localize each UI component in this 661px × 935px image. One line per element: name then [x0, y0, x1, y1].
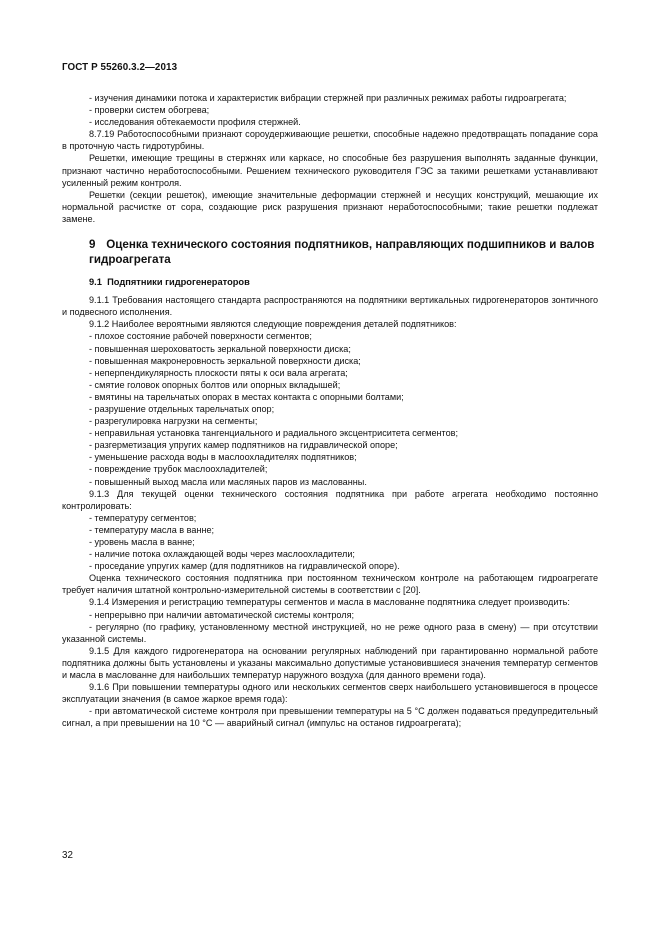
- subsection-heading: [89, 276, 598, 288]
- paragraph: Оценка технического состояния подпятника при постоянном техническом контроле на работающем гидроагрегате требует наличия штатной контрольно-измерительной системы в соответствии с [20].: [62, 573, 598, 596]
- list-item: - температуру масла в ванне;: [89, 524, 215, 535]
- paragraph: 9.1.6 При повышении температуры одного или нескольких сегментов сверх наибольшего установившегося в процессе эксплуатации значения (в самое жаркое время года):: [62, 682, 598, 705]
- section-title: Оценка технического состояния подпятников, направляющих подшипников и валов гидроагрегата: [89, 238, 595, 267]
- list-item: - непрерывно при наличии автоматической системы контроля;: [89, 609, 355, 620]
- paragraph: Решетки, имеющие трещины в стержнях или каркасе, но способные без разрушения выполнять заданные функции, признают частично неработоспособными. Решением технического руководителя ГЭС за такими решетками устанавливают усиленный режим контроля.: [62, 153, 598, 188]
- section-number: 9: [89, 238, 96, 252]
- list-item: - при автоматической системе контроля при превышении температуры на 5 °С должен подаваться предупредительный сигнал, а при превышении на 10 °С — аварийный сигнал (импульс на останов гидроагрегата);: [62, 706, 598, 729]
- paragraph: Решетки (секции решеток), имеющие значительные деформации стержней и несущих конструкций, мешающие их нормальной расчистке от сора, создающие риск разрушения признают неработоспособными; такие решетки подлежат замене.: [62, 189, 598, 224]
- paragraph: - исследования обтекаемости профиля стержней.: [89, 117, 301, 128]
- list-item: - повышенный выход масла или масляных паров из маслованны.: [89, 476, 367, 487]
- list-item: - плохое состояние рабочей поверхности сегментов;: [89, 331, 312, 342]
- list-item: - повышенная макронеровность зеркальной поверхности диска;: [89, 355, 361, 366]
- list-item: - неправильная установка тангенциального и радиального эксцентриситета сегментов;: [89, 428, 459, 439]
- list-item: - разрушение отдельных тарельчатых опор;: [89, 403, 275, 414]
- document-header: ГОСТ Р 55260.3.2—2013: [62, 62, 178, 73]
- page-number: 32: [62, 850, 73, 861]
- list-item: - проседание упругих камер (для подпятников на гидравлической опоре).: [89, 561, 400, 572]
- list-item: - смятие головок опорных болтов или опорных вкладышей;: [89, 379, 341, 390]
- paragraph: - проверки систем обогрева;: [89, 105, 210, 116]
- subsection-number: 9.1: [89, 277, 102, 288]
- paragraph: 9.1.4 Измерения и регистрацию температуры сегментов и масла в маслованне подпятника следует производить:: [89, 597, 570, 608]
- paragraph: 9.1.1 Требования настоящего стандарта распространяются на подпятники вертикальных гидрогенераторов зонтичного и подвесного исполнения.: [62, 295, 598, 318]
- list-item: - уменьшение расхода воды в маслоохладителях подпятников;: [89, 452, 357, 463]
- list-item: - регулярно (по графику, установленному местной инструкцией, но не реже одного раза в смену) — при отсутствии указанной системы.: [62, 621, 598, 644]
- paragraph: 9.1.2 Наиболее вероятными являются следующие повреждения деталей подпятников:: [89, 319, 457, 330]
- paragraph: 9.1.3 Для текущей оценки технического состояния подпятника при работе агрегата необходимо постоянно контролировать:: [62, 488, 598, 511]
- list-item: - разрегулировка нагрузки на сегменты;: [89, 416, 258, 427]
- list-item: - повышенная шероховатость зеркальной поверхности диска;: [89, 343, 351, 354]
- list-item: - уровень масла в ванне;: [89, 537, 195, 547]
- list-item: - разгерметизация упругих камер подпятников на гидравлической опоре;: [89, 440, 398, 451]
- list-item: - неперпендикулярность плоскости пяты к оси вала агрегата;: [89, 367, 348, 378]
- paragraph: 9.1.5 Для каждого гидрогенератора на основании регулярных наблюдений при гарантированно нормальной работе подпятника должны быть установлены и указаны максимально допустимые установившиеся значения температур сегментов и масла в маслованне для наибольших температур наружного воздуха (для данного времени года).: [62, 645, 598, 681]
- list-item: - наличие потока охлаждающей воды через маслоохладители;: [89, 549, 355, 560]
- list-item: - температуру сегментов;: [89, 512, 197, 523]
- document-body: [62, 92, 598, 730]
- section-heading: [89, 237, 598, 267]
- list-item: - повреждение трубок маслоохладителей;: [89, 464, 268, 475]
- subsection-title: Подпятники гидрогенераторов: [107, 277, 250, 288]
- paragraph: 8.7.19 Работоспособными признают сороудерживающие решетки, способные надежно предотвращать попадание сора в проточную часть гидротурбины.: [62, 129, 598, 152]
- paragraph: - изучения динамики потока и характеристик вибрации стержней при различных режимах работы гидроагрегата;: [89, 93, 567, 103]
- list-item: - вмятины на тарельчатых опорах в местах контакта с опорными болтами;: [89, 391, 404, 402]
